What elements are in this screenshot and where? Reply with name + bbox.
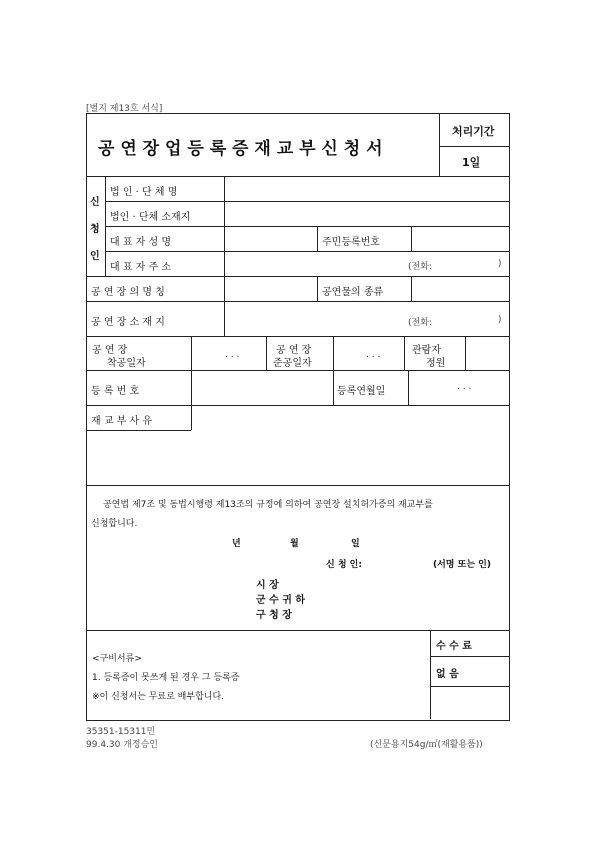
registration-date-label: 등록연월일 [337, 386, 386, 397]
org-address-label: 법인 · 단체 소재지 [110, 212, 191, 223]
attachments-heading: <구비서류> [92, 654, 142, 664]
construction-end-date[interactable]: . . . [366, 350, 381, 360]
form-title: 공 연 장 업 등 록 증 재 교 부 신 청 서 [98, 139, 383, 159]
construction-start-date[interactable]: . . . [225, 350, 240, 360]
date-month-label: 월 [290, 539, 299, 549]
org-address-field[interactable] [226, 203, 507, 225]
form-number: [별지 제13호 서식] [86, 104, 163, 114]
applicant-label-2: 청 [90, 224, 100, 235]
construction-start-label-2: 착공일자 [107, 358, 146, 369]
form-code: 35351-15311민 [86, 727, 156, 737]
fee-value: 없 음 [436, 669, 459, 680]
resident-no-label: 주민등록번호 [322, 237, 380, 248]
rep-name-label: 대 표 자 성 명 [110, 237, 172, 248]
venue-phone-close: ) [498, 315, 502, 325]
construction-start-label-1: 공 연 장 [92, 345, 128, 356]
rep-address-label: 대 표 자 주 소 [110, 262, 172, 273]
applicant-signature-label: 신 청 인: [326, 560, 362, 570]
applicant-label-1: 신 [90, 197, 100, 208]
registration-date-field[interactable]: . . . [457, 382, 472, 392]
registration-no-field[interactable] [193, 372, 332, 404]
fee-label: 수 수 료 [436, 641, 472, 652]
signature-note: (서명 또는 인) [433, 560, 491, 570]
statement-line-2: 신청합니다. [91, 519, 138, 529]
date-day-label: 일 [351, 539, 360, 549]
resident-no-field[interactable] [413, 228, 507, 250]
statement-line-1: 공연법 제7조 및 동법시행령 제13조의 규정에 의하여 공연장 설치허가증의 재교부를 [103, 500, 433, 510]
addressee-county: 군 수 귀 하 [256, 595, 306, 606]
construction-end-label-2: 준공일자 [273, 358, 312, 369]
registration-no-label: 등 록 번 호 [91, 386, 140, 397]
attachment-item-1: 1. 등록증이 못쓰게 된 경우 그 등록증 [92, 673, 240, 683]
approval-date: 99.4.30 개정승인 [86, 740, 158, 750]
performance-type-field[interactable] [413, 278, 507, 300]
rep-phone-label: (전화: [408, 262, 432, 272]
venue-name-label: 공 연 장 의 명 칭 [91, 287, 165, 298]
venue-address-field[interactable] [226, 303, 507, 335]
applicant-label-3: 인 [90, 251, 100, 262]
seat-capacity-field[interactable] [467, 338, 507, 369]
processing-period-label: 처리기간 [452, 125, 495, 138]
date-year-label: 년 [232, 539, 241, 549]
venue-address-label: 공 연 장 소 재 지 [91, 317, 165, 328]
rep-phone-close: ) [498, 259, 502, 269]
reissue-reason-label: 재 교 부 사 유 [91, 416, 153, 427]
seat-capacity-label-1: 관람자 [412, 345, 441, 356]
addressee-district: 구 청 장 [256, 610, 292, 621]
performance-type-label: 공연물의 종류 [322, 287, 384, 298]
paper-spec: (신문용지54g/㎡(재활용품)) [370, 740, 483, 750]
addressee-mayor: 시 장 [256, 580, 279, 591]
reissue-reason-field[interactable] [88, 432, 507, 484]
seat-capacity-label-2: 정원 [426, 358, 446, 369]
venue-phone-label: (전화: [408, 318, 432, 328]
venue-name-field[interactable] [226, 278, 316, 300]
org-name-label: 법 인 · 단 체 명 [110, 187, 178, 198]
construction-end-label-1: 공 연 장 [276, 345, 312, 356]
rep-name-field[interactable] [226, 228, 316, 250]
rep-address-field[interactable] [226, 253, 507, 275]
processing-period-value: 1일 [462, 156, 481, 169]
org-name-field[interactable] [226, 178, 507, 200]
free-distribution-note: ※이 신청서는 무료로 배부합니다. [92, 692, 225, 702]
